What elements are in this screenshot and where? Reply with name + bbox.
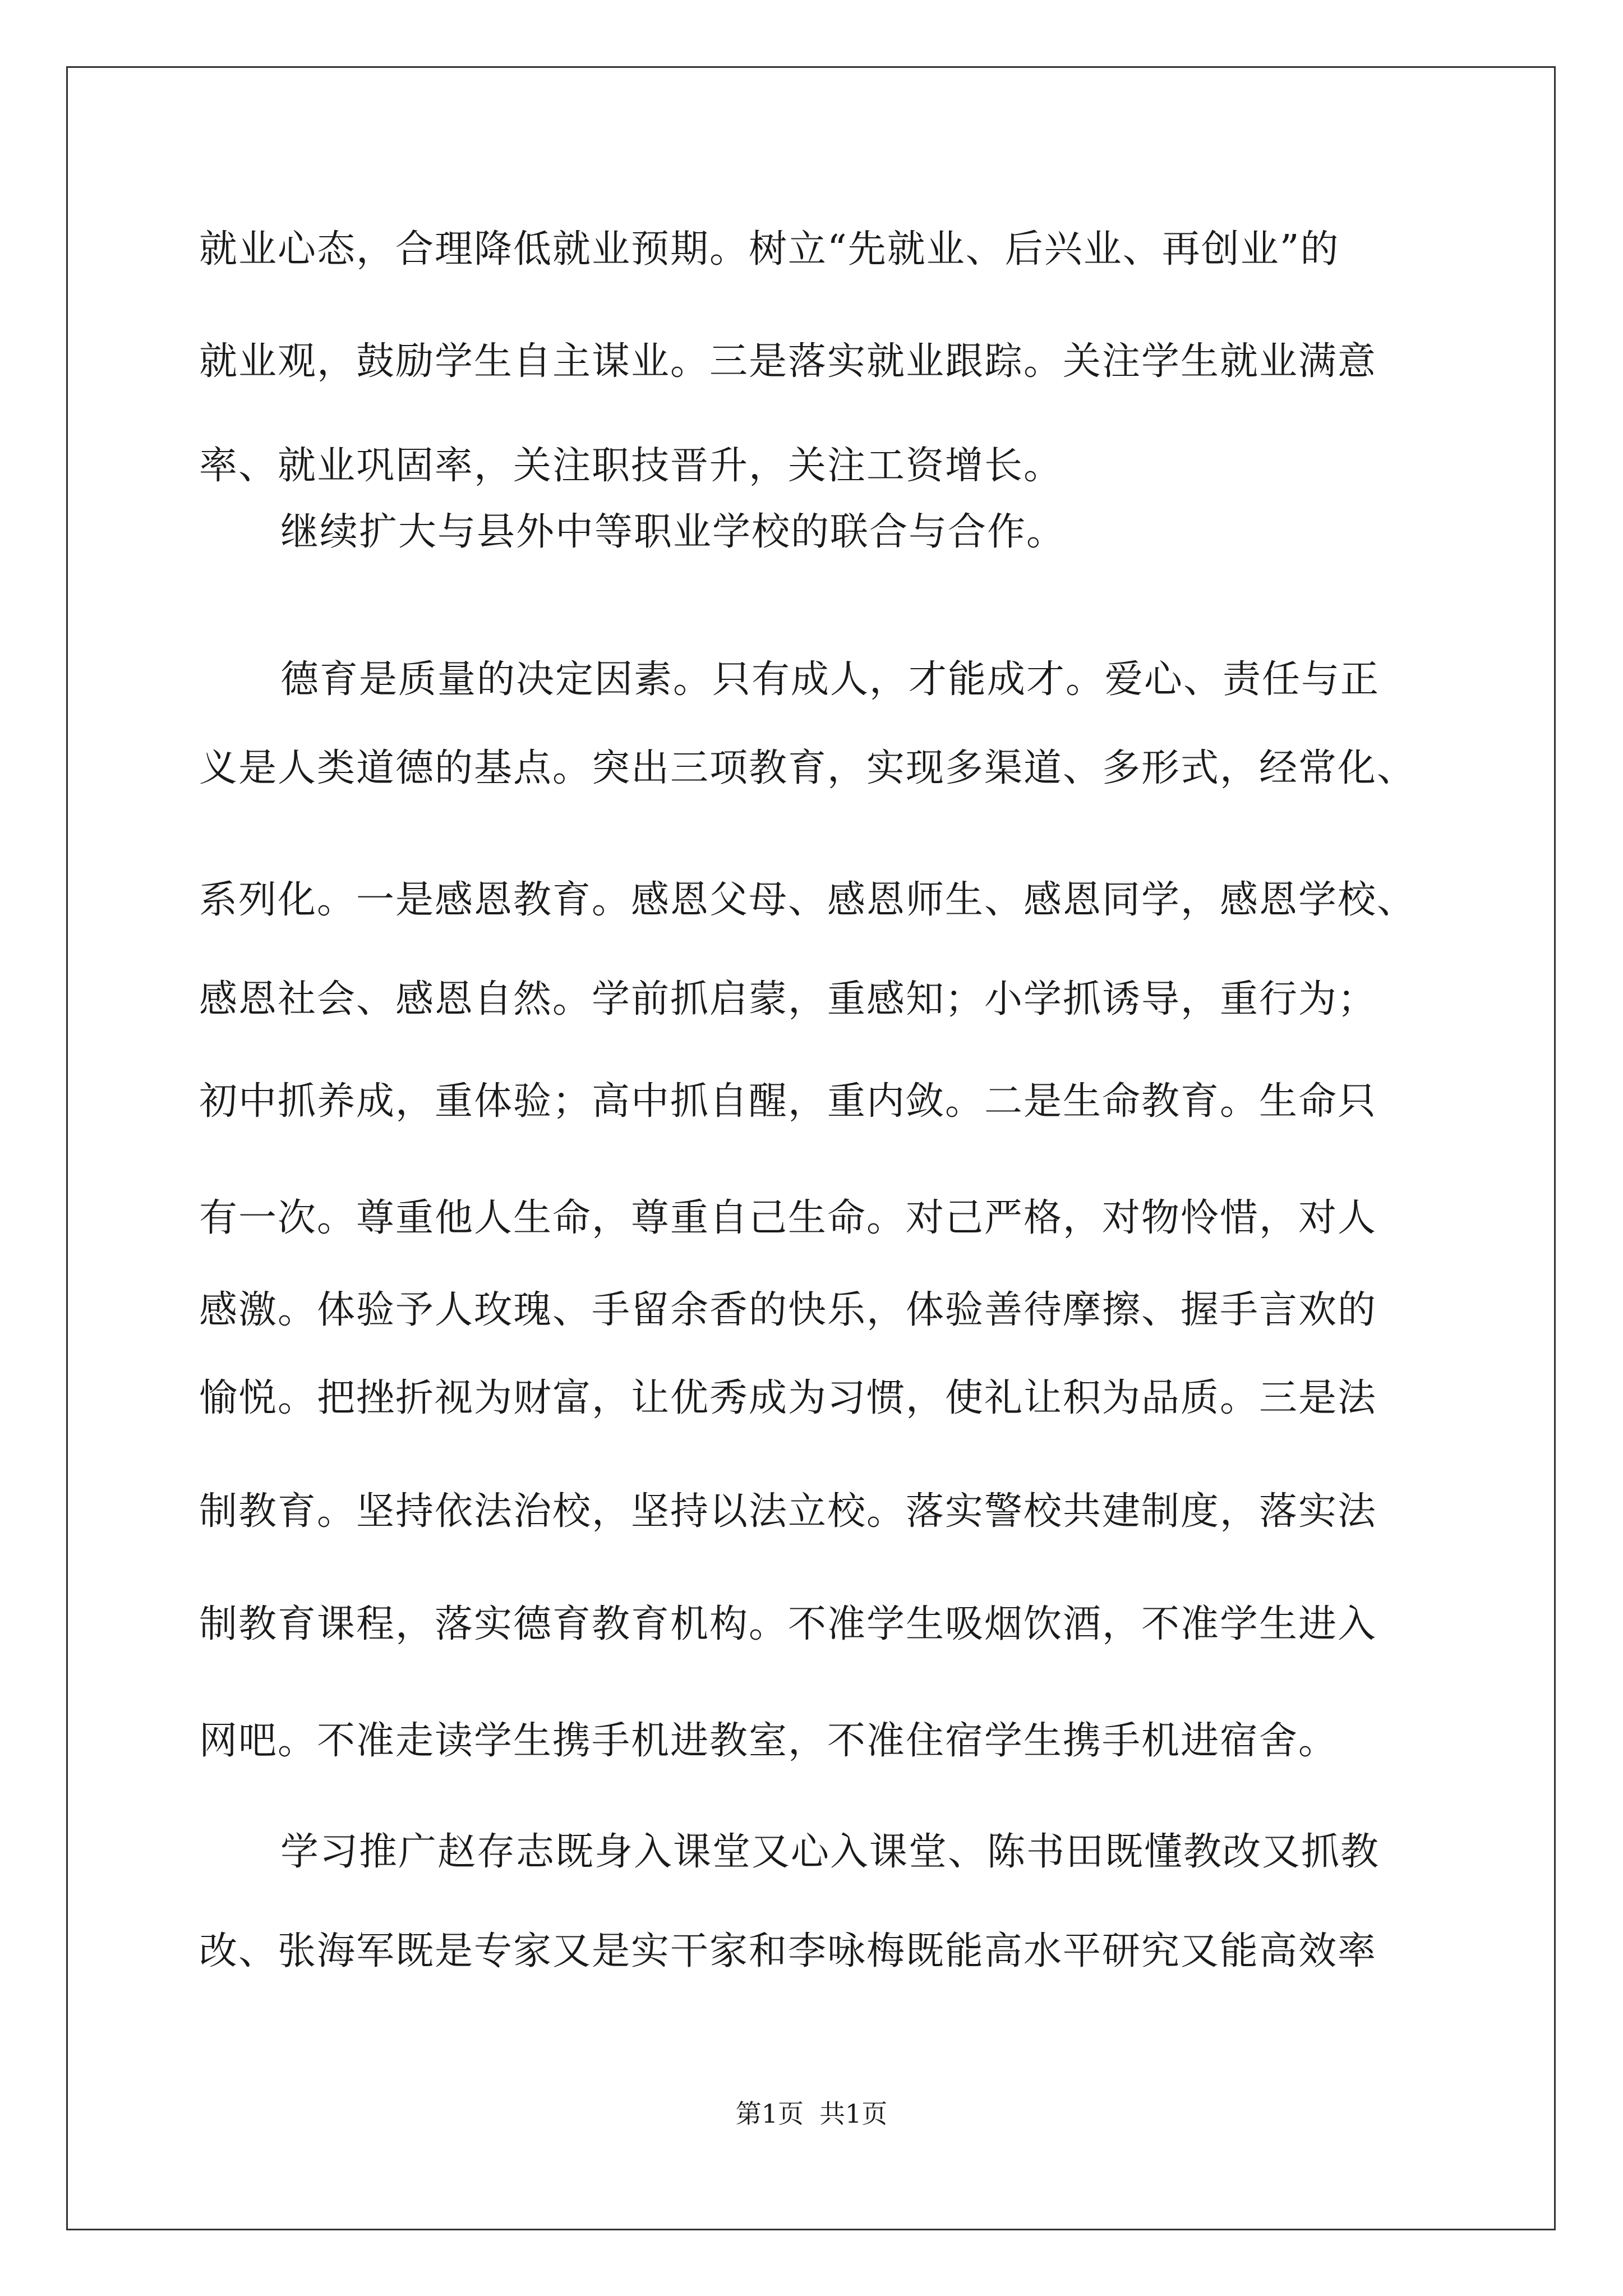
- body-line-3: 率、就业巩固率，关注职技晋升，关注工资增长。: [199, 444, 1063, 488]
- body-line-14: 制教育课程，落实德育教育机构。不准学生吸烟饮酒，不准学生进入: [199, 1602, 1377, 1646]
- body-line-11: 感激。体验予人玫瑰、手留余香的快乐，体验善待摩擦、握手言欢的: [199, 1288, 1377, 1332]
- body-line-16: 学习推广赵存志既身入课堂又心入课堂、陈书田既懂教改又抓教: [280, 1830, 1380, 1874]
- body-line-15: 网吧。不准走读学生携手机进教室，不准住宿学生携手机进宿舍。: [199, 1719, 1338, 1763]
- body-line-4: 继续扩大与县外中等职业学校的联合与合作。: [280, 510, 1066, 554]
- body-line-10: 有一次。尊重他人生命，尊重自己生命。对己严格，对物怜惜，对人: [199, 1196, 1377, 1240]
- page-footer: [0, 2098, 1623, 2129]
- body-line-8: 感恩社会、感恩自然。学前抓启蒙，重感知；小学抓诱导，重行为；: [199, 977, 1377, 1022]
- body-line-1: 就业心态，合理降低就业预期。树立“先就业、后兴业、再创业”的: [199, 227, 1340, 272]
- body-line-9: 初中抓养成，重体验；高中抓自醒，重内敛。二是生命教育。生命只: [199, 1079, 1377, 1124]
- page-number: 第1页: [735, 2099, 804, 2129]
- body-line-17: 改、张海军既是专家又是实干家和李咏梅既能高水平研究又能高效率: [199, 1929, 1377, 1973]
- body-line-13: 制教育。坚持依法治校，坚持以法立校。落实警校共建制度，落实法: [199, 1489, 1377, 1534]
- page-total: 共1页: [819, 2099, 888, 2129]
- body-line-2: 就业观，鼓励学生自主谋业。三是落实就业跟踪。关注学生就业满意: [199, 339, 1377, 384]
- page-border: [66, 66, 1556, 2230]
- body-line-12: 愉悦。把挫折视为财富，让优秀成为习惯，使礼让积为品质。三是法: [199, 1376, 1377, 1420]
- body-line-6: 义是人类道德的基点。突出三项教育，实现多渠道、多形式，经常化、: [199, 746, 1417, 790]
- body-line-5: 德育是质量的决定因素。只有成人，才能成才。爱心、责任与正: [280, 657, 1380, 702]
- body-line-7: 系列化。一是感恩教育。感恩父母、感恩师生、感恩同学，感恩学校、: [199, 878, 1417, 922]
